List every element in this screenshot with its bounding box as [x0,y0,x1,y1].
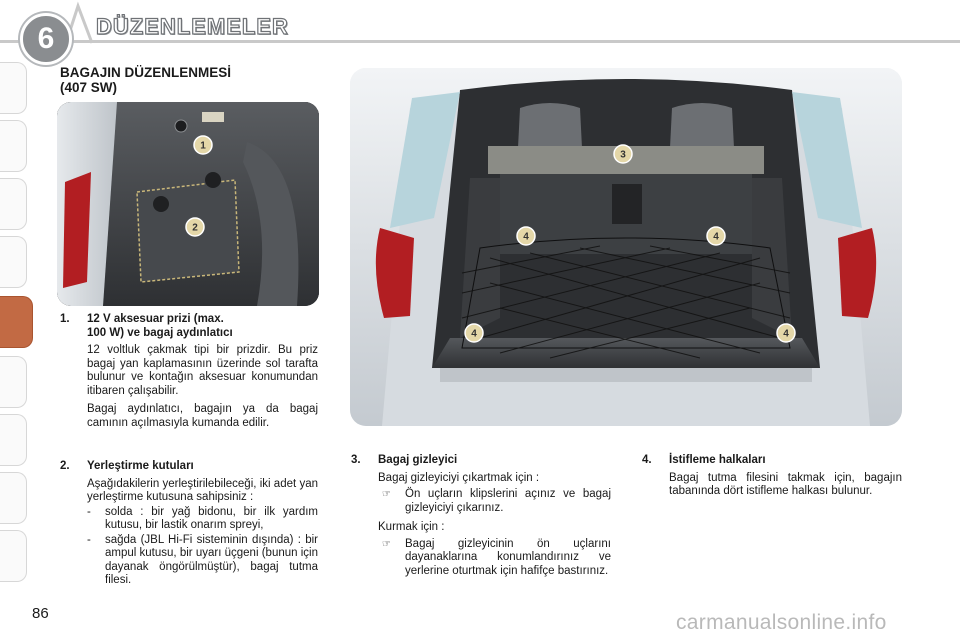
item-2-dash-left-text: solda : bir yağ bidonu, bir ilk yardım kutusu, bir lastik onarım spreyi, [105,505,318,531]
callout-4-top-right: 4 [713,231,719,243]
item-3-number: 3. [351,454,361,466]
chapter-number-badge: 6 [20,13,72,65]
item-2-dash-right [87,534,318,588]
pointing-hand-icon: ☞ [382,538,391,550]
item-3-bullet-remove [378,488,611,515]
side-tab-4[interactable] [0,236,27,288]
watermark-text: carmanualsonline.info [676,611,887,634]
side-tab-1[interactable] [0,62,27,114]
list-item-4 [642,454,902,504]
side-tab-3[interactable] [0,178,27,230]
item-2-dash-right-text: sağda (JBL Hi-Fi sisteminin dışında) : bir ampul kutusu, bir uyarı üçgeni (bunun için dayanak öngörülmüştür), bagaj tutma filesi. [105,533,318,586]
open-trunk-photo [350,68,902,426]
item-3-title: Bagaj gizleyici [378,454,458,466]
item-3-subheading-remove: Bagaj gizleyiciyi çıkartmak için : [378,471,540,484]
list-item-3 [351,454,611,584]
item-3-bullet-install-text: Bagaj gizleyicinin ön uçlarını dayanaklarına konumlandırınız ve yerlerine oturtmak için hafifçe bastırınız. [405,537,611,577]
item-2-title: Yerleştirme kutuları [87,460,194,472]
item-2-number: 2. [60,460,70,472]
item-1-number: 1. [60,313,70,325]
item-3-bullet-install [378,538,611,579]
page-number: 86 [32,605,49,622]
dash-mark: - [87,533,91,546]
callout-4-bottom-right: 4 [783,328,789,340]
item-1-paragraph-1: 12 voltluk çakmak tipi bir prizdir. Bu priz bagaj yan kaplamasının üzerinde sol tarafta bulunur ve kontağın aksesuar konumundan itibaren çalışabilir. [87,344,318,397]
item-2-intro: Aşağıdakilerin yerleştirilebileceği, iki adet yan yerleştirme kutusuna sahipsiniz : [87,477,318,503]
section-title [60,65,320,95]
side-tab-7[interactable] [0,356,27,408]
page-header [0,0,960,55]
callout-2: 2 [192,222,198,234]
callout-1: 1 [200,140,206,152]
item-1-title [87,313,318,340]
callout-4-top-left: 4 [523,231,529,243]
item-4-paragraph: Bagaj tutma filesini takmak için, bagajın tabanında dört istifleme halkası bulunur. [669,471,902,497]
item-1-title-line2: 100 W) ve bagaj aydınlatıcı [87,326,233,339]
item-4-title: İstifleme halkaları [669,454,766,466]
dash-mark: - [87,505,91,518]
list-item-2 [60,460,318,589]
pointing-hand-icon: ☞ [382,489,391,500]
section-title-line2: (407 SW) [60,80,118,95]
trunk-side-panel-photo [57,102,319,306]
item-3-bullet-remove-text: Ön uçların klipslerini açınız ve bagaj gizleyiciyi çıkarınız. [405,488,611,514]
item-1-paragraph-2: Bagaj aydınlatıcı, bagajın ya da bagaj camının açılmasıyla kumanda edilir. [87,403,318,429]
chapter-title: DÜZENLEMELER [96,14,289,39]
list-item-1 [60,313,318,435]
callout-3: 3 [620,149,626,161]
header-rule [0,40,960,43]
side-tab-2[interactable] [0,120,27,172]
side-tab-10[interactable] [0,530,27,582]
item-1-title-line1: 12 V aksesuar prizi (max. [87,313,224,325]
side-tab-9[interactable] [0,472,27,524]
item-4-number: 4. [642,454,652,466]
chapter-side-tabs [0,62,34,582]
item-3-subheading-install: Kurmak için : [378,521,445,533]
side-tab-6-active[interactable] [0,296,33,348]
item-2-dash-left [87,506,318,533]
callout-4-bottom-left: 4 [471,328,477,340]
section-title-line1: BAGAJIN DÜZENLENMESİ [60,65,232,80]
side-tab-8[interactable] [0,414,27,466]
